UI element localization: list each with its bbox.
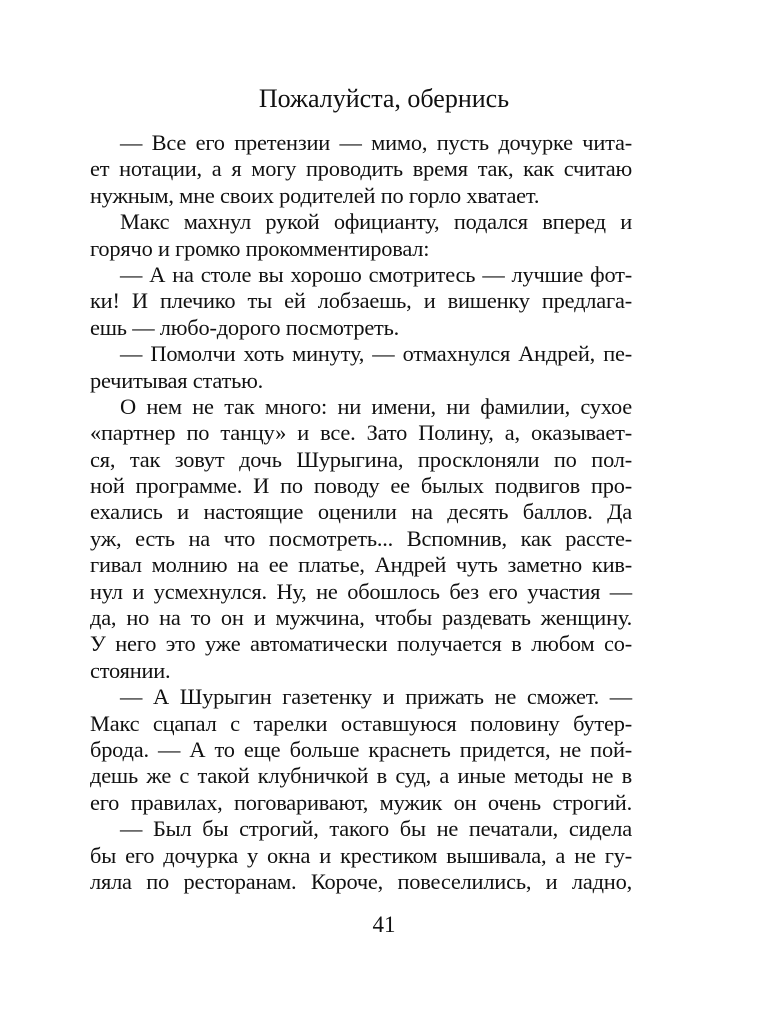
- text-line: гивал молнию на ее платье, Андрей чуть заметно кив-: [90, 552, 632, 578]
- text-line: ки! И плечико ты ей лобзаешь, и вишенку предлага-: [90, 288, 632, 314]
- text-line: уж, есть на что посмотреть... Вспомнив, как рассте-: [90, 525, 632, 551]
- text-line: бы его дочурка у окна и крестиком вышивала, а не гу-: [90, 842, 632, 868]
- text-line: нул и усмехнулся. Ну, не обошлось без его участия —: [90, 578, 632, 604]
- text-line: ляла по ресторанам. Короче, повеселились, и ладно,: [90, 868, 632, 894]
- text-line: речитывая статью.: [90, 367, 264, 393]
- text-line: брода. — А то еще больше краснеть придется, не пой-: [90, 736, 632, 762]
- text-line: ехались и настоящие оценили на десять баллов. Да: [90, 499, 632, 525]
- text-line: — А Шурыгин газетенку и прижать не сможет. —: [120, 684, 632, 710]
- text-line: ешь — любо-дорого посмотреть.: [90, 314, 400, 340]
- text-line: — Помолчи хоть минуту, — отмахнулся Андрей, пе-: [120, 341, 632, 367]
- body-text: [90, 130, 632, 895]
- text-line: дешь же с такой клубничкой в суд, а иные методы не в: [90, 763, 632, 789]
- running-title: Пожалуйста, обернись: [258, 84, 510, 113]
- text-line: «партнер по танцу» и все. Зато Полину, а, оказывает-: [90, 420, 632, 446]
- text-line: стоянии.: [90, 657, 171, 683]
- text-line: ет нотации, а я могу проводить время так, как считаю: [90, 156, 632, 182]
- page-number: 41: [372, 912, 396, 937]
- text-line: нужным, мне своих родителей по горло хватает.: [90, 182, 540, 208]
- text-line: ся, так зовут дочь Шурыгина, просклоняли по пол-: [90, 446, 632, 472]
- text-line: — Был бы строгий, такого бы не печатали, сидела: [120, 816, 632, 842]
- text-line: Макс сцапал с тарелки оставшуюся половину бутер-: [90, 710, 632, 736]
- text-line: — Все его претензии — мимо, пусть дочурке чита-: [120, 130, 632, 155]
- text-line: ной программе. И по поводу ее былых подвигов про-: [90, 473, 632, 499]
- text-line: Макс махнул рукой официанту, подался вперед и: [120, 209, 632, 235]
- text-line: горячо и громко прокомментировал:: [90, 235, 430, 261]
- text-line: У него это уже автоматически получается в любом со-: [90, 631, 632, 657]
- text-line: О нем не так много: ни имени, ни фамилии, сухое: [120, 393, 632, 419]
- text-line: — А на столе вы хорошо смотритесь — лучшие фот-: [120, 261, 632, 287]
- text-line: его правилах, поговаривают, мужик он очень строгий.: [90, 789, 632, 815]
- text-line: да, но на то он и мужчина, чтобы раздевать женщину.: [90, 605, 632, 631]
